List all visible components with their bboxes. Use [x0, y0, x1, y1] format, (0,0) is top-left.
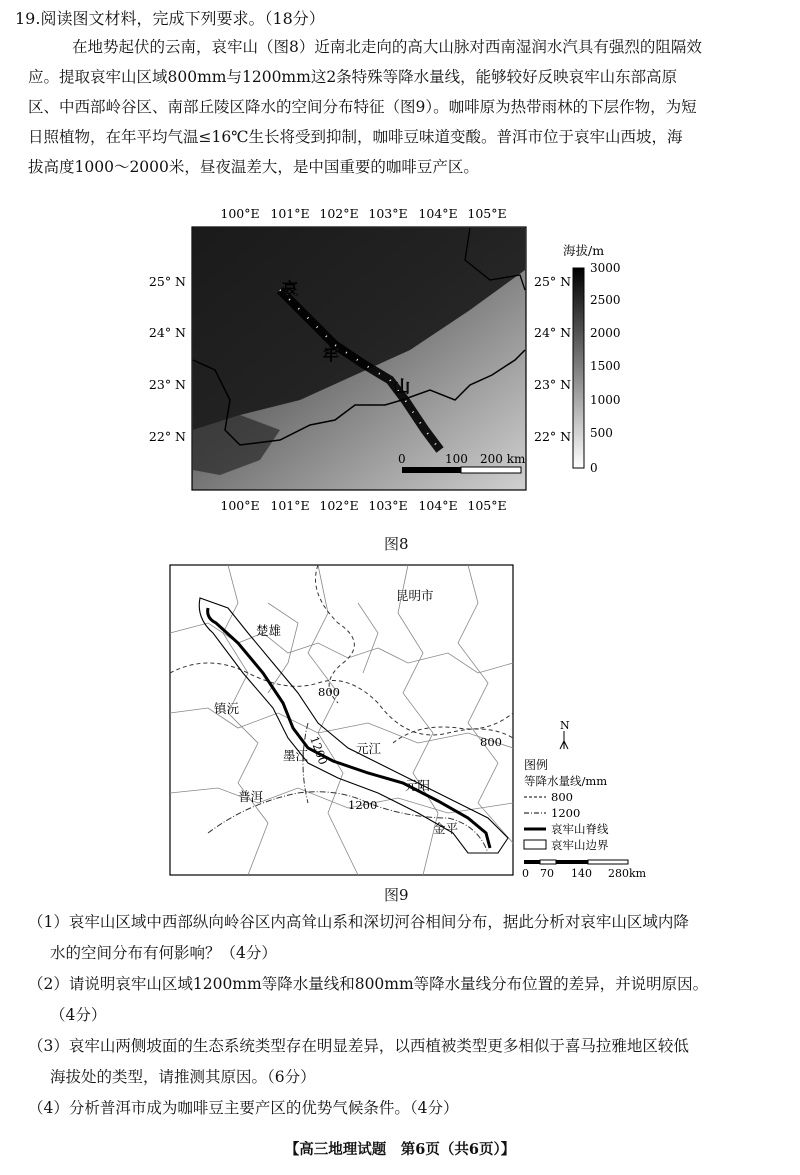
- fig9-legend: [522, 719, 647, 880]
- question-3: [28, 1031, 793, 1093]
- isoline-label-800: 800: [480, 735, 502, 749]
- elev-tick: 3000: [590, 261, 621, 275]
- x-tick-top: 102°E: [319, 206, 359, 221]
- elev-tick: 1500: [590, 359, 621, 373]
- y-tick-right: 23° N: [534, 377, 572, 392]
- isoline-label-1200: 1200: [348, 798, 378, 812]
- legend-item-1200: 1200: [551, 806, 581, 820]
- x-tick-bottom: 100°E: [220, 498, 260, 513]
- question-line: （1）哀牢山区域中西部纵向岭谷区内高耸山系和深切河谷相间分布，据此分析对哀牢山区域内降: [28, 913, 689, 931]
- x-tick-top: 103°E: [368, 206, 408, 221]
- place-kunming: 昆明市: [396, 588, 434, 603]
- map-label-lao: 牢: [323, 345, 340, 364]
- x-tick-bottom: 101°E: [270, 498, 310, 513]
- scale-tick: 280km: [608, 867, 647, 880]
- question-1: [28, 907, 793, 969]
- y-tick-right: 24° N: [534, 325, 572, 340]
- question-line: 海拔处的类型，请推测其原因。（6分）: [50, 1068, 316, 1086]
- isoline-label-800: 800: [318, 685, 340, 699]
- place-chuxiong: 楚雄: [256, 623, 282, 638]
- scale-100: 100: [445, 452, 468, 466]
- legend-item-boundary: 哀牢山边界: [551, 838, 609, 852]
- elev-tick: 2500: [590, 293, 621, 307]
- elev-tick: 0: [590, 461, 598, 475]
- scale-tick: 140: [571, 867, 592, 880]
- y-tick-left: 22° N: [148, 429, 186, 444]
- legend-subtitle: 等降水量线/mm: [524, 774, 608, 788]
- question-line: （4）分析普洱市成为咖啡豆主要产区的优势气候条件。（4分）: [28, 1099, 459, 1117]
- x-tick-top: 101°E: [270, 206, 310, 221]
- figure-8-map: [140, 200, 660, 530]
- y-tick-right: 25° N: [534, 274, 572, 289]
- y-tick-right: 22° N: [534, 429, 572, 444]
- legend-item-ridge: 哀牢山脊线: [551, 822, 609, 836]
- scale-tick: 0: [522, 867, 529, 880]
- elevation-colorbar: [573, 268, 584, 468]
- scale-200: 200 km: [480, 452, 526, 466]
- material-line: 拔高度1000～2000米，昼夜温差大，是中国重要的咖啡豆产区。: [28, 158, 479, 176]
- place-zhenyuan: 镇沅: [214, 701, 240, 716]
- question-4: [28, 1093, 793, 1124]
- x-tick-bottom: 104°E: [418, 498, 458, 513]
- x-tick-bottom: 103°E: [368, 498, 408, 513]
- scale-tick: 70: [540, 867, 554, 880]
- question-2: [28, 969, 793, 1031]
- y-tick-left: 23° N: [148, 377, 186, 392]
- fig9-frame: [170, 565, 513, 875]
- material-line: 区、中西部岭谷区、南部丘陵区降水的空间分布特征（图9）。咖啡原为热带雨林的下层作物，为短: [28, 98, 697, 116]
- figure-9-map: [168, 563, 648, 883]
- legend-item-800: 800: [551, 790, 573, 804]
- question-line: 水的空间分布有何影响？（4分）: [50, 944, 277, 962]
- isoline-label-1200: 1200: [307, 734, 331, 767]
- place-yuanyang: 元阳: [405, 778, 431, 793]
- place-jinping: 金平: [433, 821, 459, 836]
- figure-8-caption: 图8: [384, 535, 409, 553]
- x-tick-bottom: 105°E: [467, 498, 507, 513]
- legend-title: 图例: [524, 758, 549, 772]
- question-heading: 19.阅读图文材料，完成下列要求。（18分）: [15, 9, 325, 28]
- y-tick-left: 25° N: [148, 274, 186, 289]
- material-line: 应。提取哀牢山区域800mm与1200mm这2条特殊等降水量线，能够较好反映哀牢山东部高原: [28, 68, 678, 86]
- figure-9-caption: 图9: [384, 886, 409, 904]
- y-tick-left: 24° N: [148, 325, 186, 340]
- material-line: 在地势起伏的云南，哀牢山（图8）近南北走向的高大山脉对西南湿润水汽具有强烈的阻隔效: [72, 38, 702, 56]
- place-yuanjiang: 元江: [356, 741, 382, 756]
- x-tick-bottom: 102°E: [319, 498, 359, 513]
- elev-tick: 500: [590, 426, 613, 440]
- north-arrow-icon: [560, 731, 568, 749]
- map-label-shan: 山: [394, 377, 411, 396]
- question-line: （3）哀牢山两侧坡面的生态系统类型存在明显差异，以西植被类型更多相似于喜马拉雅地区较低: [28, 1037, 689, 1055]
- north-label: N: [560, 719, 570, 732]
- x-tick-top: 105°E: [467, 206, 507, 221]
- page-footer: 【高三地理试题 第6页（共6页）】: [284, 1141, 516, 1158]
- material-text: [28, 32, 788, 182]
- map-label-ai: 哀: [282, 279, 299, 298]
- x-tick-top: 100°E: [220, 206, 260, 221]
- x-tick-top: 104°E: [418, 206, 458, 221]
- elev-tick: 2000: [590, 326, 621, 340]
- question-list: [28, 907, 793, 1124]
- place-puer: 普洱: [238, 789, 264, 804]
- elevation-legend-title: 海拔/m: [563, 243, 605, 258]
- material-line: 日照植物，在年平均气温≤16℃生长将受到抑制，咖啡豆味道变酸。普洱市位于哀牢山西坡，海: [28, 128, 683, 146]
- question-line: （2）请说明哀牢山区域1200mm等降水量线和800mm等降水量线分布位置的差异，并说明原因。: [28, 975, 709, 993]
- scale-0: 0: [398, 452, 406, 466]
- question-line: （4分）: [50, 1006, 107, 1024]
- elev-tick: 1000: [590, 393, 621, 407]
- place-mojiang: 墨江: [283, 748, 309, 763]
